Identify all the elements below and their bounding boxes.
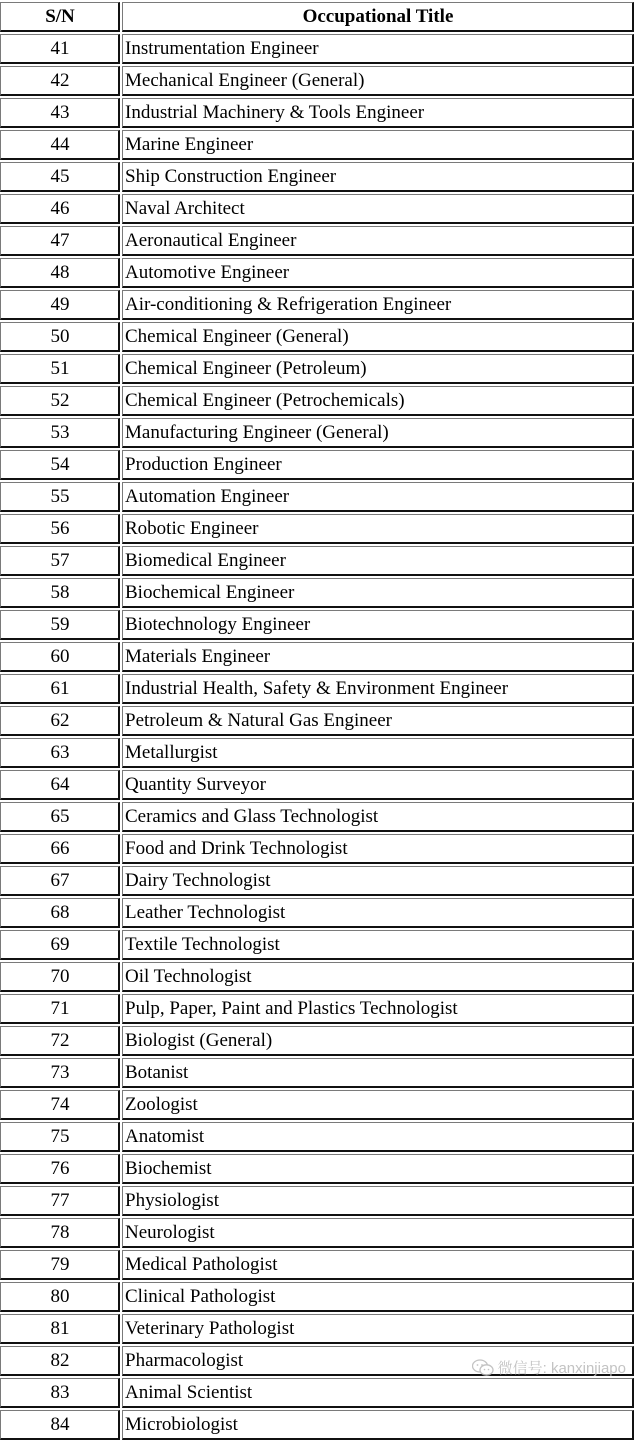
table-row bbox=[0, 514, 634, 544]
row-occupational-title: Microbiologist bbox=[122, 1410, 634, 1440]
table-row bbox=[0, 354, 634, 384]
row-sn: 46 bbox=[0, 194, 120, 224]
row-occupational-title: Automotive Engineer bbox=[122, 258, 634, 288]
row-sn: 52 bbox=[0, 386, 120, 416]
row-occupational-title: Mechanical Engineer (General) bbox=[122, 66, 634, 96]
table-row bbox=[0, 258, 634, 288]
row-sn: 77 bbox=[0, 1186, 120, 1216]
table-row bbox=[0, 130, 634, 160]
row-sn: 73 bbox=[0, 1058, 120, 1088]
row-sn: 67 bbox=[0, 866, 120, 896]
row-sn: 41 bbox=[0, 34, 120, 64]
row-sn: 57 bbox=[0, 546, 120, 576]
row-occupational-title: Anatomist bbox=[122, 1122, 634, 1152]
row-sn: 49 bbox=[0, 290, 120, 320]
row-sn: 76 bbox=[0, 1154, 120, 1184]
row-sn: 66 bbox=[0, 834, 120, 864]
row-sn: 68 bbox=[0, 898, 120, 928]
row-sn: 58 bbox=[0, 578, 120, 608]
row-occupational-title: Physiologist bbox=[122, 1186, 634, 1216]
table-row bbox=[0, 770, 634, 800]
row-sn: 55 bbox=[0, 482, 120, 512]
table-row bbox=[0, 930, 634, 960]
row-occupational-title: Robotic Engineer bbox=[122, 514, 634, 544]
row-sn: 82 bbox=[0, 1346, 120, 1376]
row-sn: 65 bbox=[0, 802, 120, 832]
table-row bbox=[0, 1282, 634, 1312]
row-sn: 51 bbox=[0, 354, 120, 384]
header-occupational-title: Occupational Title bbox=[122, 2, 634, 32]
row-occupational-title: Production Engineer bbox=[122, 450, 634, 480]
row-occupational-title: Zoologist bbox=[122, 1090, 634, 1120]
table-row bbox=[0, 706, 634, 736]
table-row bbox=[0, 546, 634, 576]
table-row bbox=[0, 962, 634, 992]
row-sn: 62 bbox=[0, 706, 120, 736]
table-row bbox=[0, 610, 634, 640]
row-occupational-title: Food and Drink Technologist bbox=[122, 834, 634, 864]
row-sn: 42 bbox=[0, 66, 120, 96]
table-row bbox=[0, 642, 634, 672]
row-occupational-title: Marine Engineer bbox=[122, 130, 634, 160]
row-sn: 83 bbox=[0, 1378, 120, 1408]
table-row bbox=[0, 1186, 634, 1216]
table-row bbox=[0, 578, 634, 608]
row-sn: 64 bbox=[0, 770, 120, 800]
table-row bbox=[0, 866, 634, 896]
table-row bbox=[0, 162, 634, 192]
row-occupational-title: Industrial Machinery & Tools Engineer bbox=[122, 98, 634, 128]
row-occupational-title: Ship Construction Engineer bbox=[122, 162, 634, 192]
row-occupational-title: Industrial Health, Safety & Environment Engineer bbox=[122, 674, 634, 704]
table-row bbox=[0, 34, 634, 64]
row-occupational-title: Botanist bbox=[122, 1058, 634, 1088]
table-row bbox=[0, 834, 634, 864]
table-row bbox=[0, 290, 634, 320]
table-row bbox=[0, 898, 634, 928]
row-sn: 44 bbox=[0, 130, 120, 160]
row-occupational-title: Chemical Engineer (General) bbox=[122, 322, 634, 352]
row-sn: 59 bbox=[0, 610, 120, 640]
row-occupational-title: Clinical Pathologist bbox=[122, 1282, 634, 1312]
table-body bbox=[0, 34, 634, 1440]
row-occupational-title: Oil Technologist bbox=[122, 962, 634, 992]
row-sn: 84 bbox=[0, 1410, 120, 1440]
row-occupational-title: Biomedical Engineer bbox=[122, 546, 634, 576]
watermark-text: 微信号: kanxinjiapo bbox=[497, 1360, 626, 1377]
row-sn: 48 bbox=[0, 258, 120, 288]
row-sn: 56 bbox=[0, 514, 120, 544]
row-sn: 54 bbox=[0, 450, 120, 480]
row-occupational-title: Biologist (General) bbox=[122, 1026, 634, 1056]
row-sn: 50 bbox=[0, 322, 120, 352]
row-sn: 74 bbox=[0, 1090, 120, 1120]
row-occupational-title: Textile Technologist bbox=[122, 930, 634, 960]
table-row bbox=[0, 418, 634, 448]
table-row bbox=[0, 674, 634, 704]
row-sn: 72 bbox=[0, 1026, 120, 1056]
table-row bbox=[0, 1090, 634, 1120]
table-row bbox=[0, 482, 634, 512]
row-sn: 61 bbox=[0, 674, 120, 704]
table-row bbox=[0, 66, 634, 96]
row-occupational-title: Petroleum & Natural Gas Engineer bbox=[122, 706, 634, 736]
row-occupational-title: Dairy Technologist bbox=[122, 866, 634, 896]
row-sn: 79 bbox=[0, 1250, 120, 1280]
row-sn: 70 bbox=[0, 962, 120, 992]
row-occupational-title: Automation Engineer bbox=[122, 482, 634, 512]
table-row bbox=[0, 994, 634, 1024]
row-occupational-title: Animal Scientist bbox=[122, 1378, 634, 1408]
row-sn: 47 bbox=[0, 226, 120, 256]
row-occupational-title: Instrumentation Engineer bbox=[122, 34, 634, 64]
row-occupational-title: Materials Engineer bbox=[122, 642, 634, 672]
table-row bbox=[0, 1410, 634, 1440]
wechat-icon bbox=[472, 1359, 494, 1377]
table-row bbox=[0, 1314, 634, 1344]
row-sn: 53 bbox=[0, 418, 120, 448]
row-occupational-title: Medical Pathologist bbox=[122, 1250, 634, 1280]
row-occupational-title: Chemical Engineer (Petroleum) bbox=[122, 354, 634, 384]
table-row bbox=[0, 1218, 634, 1248]
row-occupational-title: Ceramics and Glass Technologist bbox=[122, 802, 634, 832]
row-occupational-title: Quantity Surveyor bbox=[122, 770, 634, 800]
row-sn: 69 bbox=[0, 930, 120, 960]
table-row bbox=[0, 1122, 634, 1152]
table-row bbox=[0, 386, 634, 416]
table-row bbox=[0, 1058, 634, 1088]
header-sn: S/N bbox=[0, 2, 120, 32]
table-row bbox=[0, 802, 634, 832]
row-occupational-title: Neurologist bbox=[122, 1218, 634, 1248]
row-occupational-title: Naval Architect bbox=[122, 194, 634, 224]
row-occupational-title: Biotechnology Engineer bbox=[122, 610, 634, 640]
row-sn: 71 bbox=[0, 994, 120, 1024]
row-occupational-title: Aeronautical Engineer bbox=[122, 226, 634, 256]
row-occupational-title: Pulp, Paper, Paint and Plastics Technologist bbox=[122, 994, 634, 1024]
table-row bbox=[0, 194, 634, 224]
table-row bbox=[0, 1026, 634, 1056]
row-occupational-title: Biochemist bbox=[122, 1154, 634, 1184]
row-sn: 81 bbox=[0, 1314, 120, 1344]
row-occupational-title: Air-conditioning & Refrigeration Engineer bbox=[122, 290, 634, 320]
table-header-row bbox=[0, 2, 634, 32]
row-sn: 80 bbox=[0, 1282, 120, 1312]
row-occupational-title: Metallurgist bbox=[122, 738, 634, 768]
row-sn: 60 bbox=[0, 642, 120, 672]
table-row bbox=[0, 322, 634, 352]
table-row bbox=[0, 226, 634, 256]
row-sn: 63 bbox=[0, 738, 120, 768]
table-row bbox=[0, 98, 634, 128]
row-occupational-title: Leather Technologist bbox=[122, 898, 634, 928]
row-occupational-title: Chemical Engineer (Petrochemicals) bbox=[122, 386, 634, 416]
row-occupational-title: Biochemical Engineer bbox=[122, 578, 634, 608]
row-occupational-title: Pharmacologist bbox=[122, 1346, 634, 1376]
table-row bbox=[0, 450, 634, 480]
row-sn: 75 bbox=[0, 1122, 120, 1152]
table-row bbox=[0, 738, 634, 768]
row-occupational-title: Veterinary Pathologist bbox=[122, 1314, 634, 1344]
row-sn: 78 bbox=[0, 1218, 120, 1248]
row-occupational-title: Manufacturing Engineer (General) bbox=[122, 418, 634, 448]
table-row bbox=[0, 1378, 634, 1408]
watermark bbox=[472, 1357, 626, 1378]
table-row bbox=[0, 1250, 634, 1280]
table-row bbox=[0, 1154, 634, 1184]
row-sn: 43 bbox=[0, 98, 120, 128]
row-sn: 45 bbox=[0, 162, 120, 192]
